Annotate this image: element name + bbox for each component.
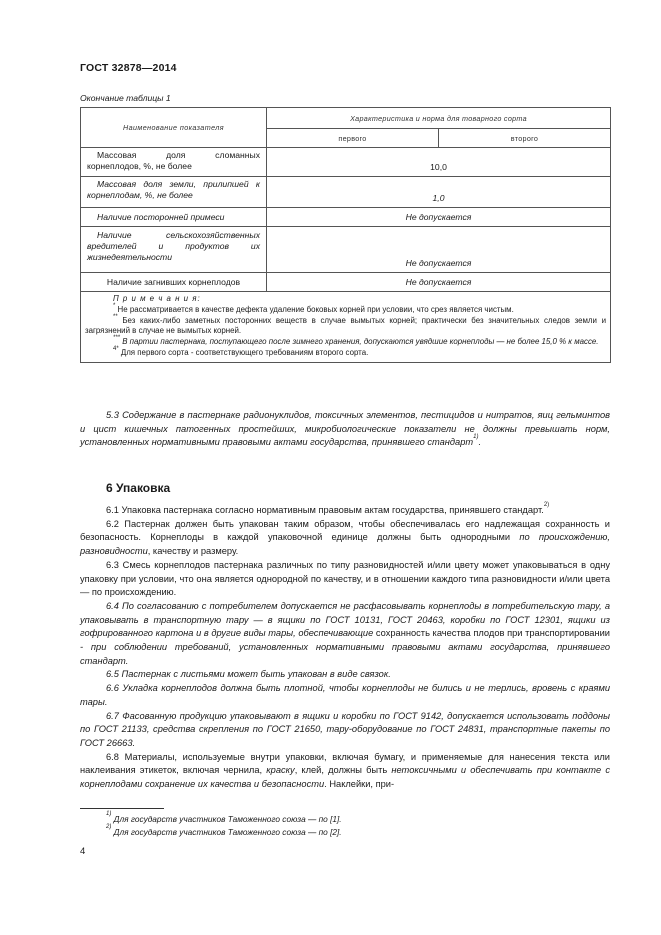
quality-table — [80, 107, 611, 363]
note-2: ** Без каких-либо заметных посторонних веществ в случае вымытых корней; практически без значительных следов земли и загрязнений в случае не вымытых корней. — [85, 313, 607, 336]
table-row — [81, 177, 611, 208]
paragraph-6-2: 6.2 Пастернак должен быть упакован таким образом, чтобы обеспечивалась его надлежащая сохранность и безопасность. Корнеплоды в каждой упаковочной единице должны быть однородными по происхождению, разновидности, качеству и размеру. — [80, 518, 610, 557]
footnotes — [80, 813, 610, 838]
paragraph-6-3: 6.3 Смесь корнеплодов пастернака различных по типу разновидностей и/или цвету может упаковываться в одну упаковку при условии, что она является однородной по качеству, и в отношении каждого типа разновидности и/или цвета — по происхождению. — [80, 559, 610, 598]
note-3: *** В партии пастернака, поступающего после зимнего хранения, допускаются увядшие корнеплоды — не более 15,0 % к массе. — [113, 335, 599, 347]
notes-title: П р и м е ч а н и я: — [113, 294, 201, 303]
paragraph-6-8: 6.8 Материалы, используемые внутри упаковки, включая бумагу, и применяемые для нанесения текста или наклеивания этикеток, включая чернила, краску, клей, должны быть нетоксичными и обеспечивать при контакте с корнеплодами сохранение их качества и безопасности. Наклейки, при- — [80, 751, 611, 790]
row-value: Не допускается — [267, 227, 611, 273]
paragraph-6-1: 6.1 Упаковка пастернака согласно нормативным правовым актам государства, принявшего стандарт.$^{2)}$ — [106, 502, 550, 515]
row-value: Не допускается — [267, 273, 611, 292]
footnote-1: $^{1)}$ Для государств участников Таможенного союза — по [1]. — [106, 811, 342, 824]
row-name: Наличие загнивших корнеплодов — [81, 273, 267, 292]
row-value: Не допускается — [267, 208, 611, 227]
table-caption: Окончание таблицы 1 — [80, 93, 171, 103]
document-header: ГОСТ 32878—2014 — [80, 62, 177, 74]
table-row — [81, 273, 611, 292]
row-name: Массовая доля земли, прилипшей к корнеплодам, %, не более — [81, 177, 267, 208]
row-name: Массовая доля сломанных корнеплодов, %, не более — [81, 148, 267, 177]
table-row — [81, 148, 611, 177]
row-name: Наличие сельскохозяйственных вредителей и продуктов их жизнедеятельности — [81, 227, 267, 273]
col-header-group: Характеристика и норма для товарного сорта — [267, 108, 611, 129]
section-6-title: 6 Упаковка — [106, 481, 171, 495]
table-row — [81, 227, 611, 273]
paragraph-6-6: 6.6 Укладка корнеплодов должна быть плотной, чтобы корнеплоды не бились и не терлись, вровень с краями тары. — [80, 683, 610, 707]
paragraph-5-3: 5.3 Содержание в пастернаке радионуклидов, токсичных элементов, пестицидов и нитратов, яиц гельминтов и цист кишечных патогенных простейших, микробиологические показатели не должны превышать норм, установленных нормативными правовыми актами государства, принявшего стандарт$^{1)}$. — [80, 410, 610, 448]
col-header-name: Наименование показателя — [81, 108, 267, 148]
table-notes — [81, 292, 611, 363]
section-6-body — [80, 504, 610, 792]
page-number: 4 — [80, 846, 86, 857]
col-header-second: второго — [439, 129, 611, 148]
note-1: * Не рассматривается в качестве дефекта удаление боковых корней при условии, что срез является чистым. — [113, 302, 514, 314]
paragraph-6-7: 6.7 Фасованную продукцию упаковывают в ящики и коробки по ГОСТ 9142, допускается использовать поддоны по ГОСТ 21133, средства скрепления по ГОСТ 21650, тару-оборудование по ГОСТ 24831, транспортные пакеты по ГОСТ 26663. — [80, 710, 610, 748]
col-header-first: первого — [267, 129, 439, 148]
paragraph-6-4: 6.4 По согласованию с потребителем допускается не расфасовывать корнеплоды в потребительскую тару, а упаковывать в транспортную тару — в ящики по ГОСТ 10131, ГОСТ 20463, коробки по ГОСТ 12301, ящики из гофрированного картона и в другие виды тары, обеспечивающие сохранность качества плодов при транспортировании - при соблюдении требований, установленных нормативными правовыми актами государства, принявшего стандарт. — [80, 600, 610, 666]
note-4: $^{4*}$ Для первого сорта - соответствующего требованиям второго сорта. — [113, 345, 369, 357]
row-name: Наличие посторонней примеси — [81, 208, 267, 227]
table-row — [81, 208, 611, 227]
row-value: 10,0 — [267, 148, 611, 177]
footnote-divider — [80, 808, 164, 809]
row-value: 1,0 — [267, 177, 611, 208]
paragraph-6-5: 6.5 Пастернак с листьями может быть упакован в виде связок. — [106, 669, 391, 680]
footnote-2: $^{2)}$ Для государств участников Таможенного союза — по [2]. — [106, 823, 342, 837]
